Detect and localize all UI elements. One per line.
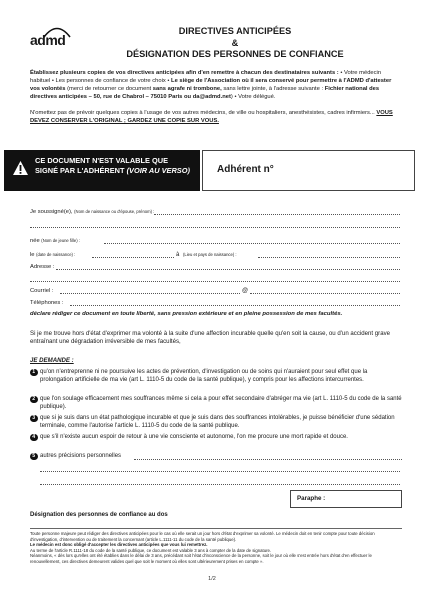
soussigne-row bbox=[30, 207, 400, 216]
request-text: autres précisions personnelles bbox=[40, 453, 122, 459]
personal-notes-field-2[interactable] bbox=[40, 471, 400, 472]
title-amp: & bbox=[231, 37, 239, 48]
validity-warning-box bbox=[4, 150, 200, 191]
request-item-1 bbox=[30, 368, 402, 384]
personal-notes-field-3[interactable] bbox=[40, 484, 400, 485]
intro-c: (merci de retourner ce document bbox=[67, 86, 152, 92]
footer-text3: Au terme de l'article R.1111-18 du code de la santé publique, ce document est valable 3 ans à compter de la date de signature. bbox=[30, 547, 272, 553]
courriel-domain-field[interactable] bbox=[250, 293, 400, 294]
telephones-row bbox=[30, 298, 400, 307]
soussigne-field-2[interactable] bbox=[30, 227, 400, 228]
request-item-5 bbox=[30, 452, 402, 461]
request-text: que s'il n'existe aucun espoir de retour à une vie consciente et autonome, l'on me procure une mort rapide et douce. bbox=[40, 434, 348, 440]
request-text: que si je suis dans un état pathologique incurable et que je suis dans des souffrances intolérables, je puisse bénéficier d'une sédation terminale, comme l'autorise l'article L. 1110-5 du code de la santé publique. bbox=[40, 415, 395, 430]
soussigne-field[interactable] bbox=[154, 214, 400, 215]
nee-row bbox=[30, 236, 400, 245]
birth-row bbox=[30, 250, 400, 259]
personal-notes-row-3 bbox=[30, 477, 400, 486]
warning-triangle-icon bbox=[12, 160, 29, 176]
adresse-row-2 bbox=[30, 274, 400, 283]
le-label: le (date de naissance) : bbox=[30, 252, 76, 258]
condition-paragraph: Si je me trouve hors d'état d'exprimer ma volonté à la suite d'une affection incurable quelle qu'en soit la cause, ou d'un accident grave entraînant une dégradation irréversible de mes facultés, bbox=[30, 330, 391, 346]
warning-line1: CE DOCUMENT N'EST VALABLE QUE bbox=[35, 156, 169, 165]
paraphe-label: Paraphe : bbox=[297, 495, 326, 502]
personal-notes-field[interactable] bbox=[134, 459, 402, 460]
at-sign: @ bbox=[242, 288, 249, 294]
title-line2: DÉSIGNATION DES PERSONNES DE CONFIANCE bbox=[126, 49, 344, 59]
intro-d: sans agrafe ni trombone, bbox=[152, 86, 222, 92]
warning-line2: SIGNÉ PAR L'ADHÉRENT bbox=[35, 166, 125, 175]
footer-text1: Toute personne majeure peut rédiger des directives anticipées pour le cas où elle serait un jour hors d'état d'exprimer sa volonté. Le médecin doit en tenir compte pour toute décision d'investigation, d'intervention ou de traitement la concernant (article L.1111-11 du code de la santé publique). bbox=[30, 531, 375, 542]
a-label: à bbox=[176, 252, 180, 258]
intro-e: sans lettre jointe, à l'adresse suivante : bbox=[223, 86, 324, 92]
intro-a: • Votre médecin habituel • Les personnes de confiance de votre choix • bbox=[30, 70, 382, 84]
request-item-4 bbox=[30, 433, 402, 441]
admd-logo bbox=[30, 24, 70, 50]
number-badge: 5 bbox=[30, 453, 38, 461]
adresse-field[interactable] bbox=[56, 269, 400, 270]
legal-footer bbox=[30, 531, 402, 565]
je-demande-heading: JE DEMANDE : bbox=[30, 357, 74, 364]
a-hint: (Lieu et pays de naissance) : bbox=[183, 252, 237, 257]
number-badge: 3 bbox=[30, 415, 38, 423]
soussigne-row-2 bbox=[30, 220, 400, 229]
number-badge: 4 bbox=[30, 434, 38, 442]
designation-note: Désignation des personnes de confiance au dos bbox=[30, 512, 168, 518]
footer-text4: Néanmoins, « dès lors qu'elles ont été établies dans le délai de 3 ans, précédant soit l'état d'inconscience de la personne, soit le jour où elle s'est entrée hors d'état d'en effectuer le renouvellement, ces directives demeurent valides quel que soit le moment où elles sont ultérieurement prises en compte ». bbox=[30, 553, 372, 564]
adresse-label: Adresse : bbox=[30, 264, 55, 270]
paraphe-box[interactable] bbox=[290, 490, 402, 508]
courriel-row bbox=[30, 286, 400, 295]
number-badge: 2 bbox=[30, 396, 38, 404]
nee-label: née (Nom de jeune fille) : bbox=[30, 238, 80, 244]
page-number: 1/2 bbox=[208, 576, 216, 582]
declaration-line: déclare rédiger ce document en toute liberté, sans pression extérieure et en pleine possession de mes facultés. bbox=[30, 311, 343, 317]
adherent-number-field[interactable] bbox=[269, 157, 409, 185]
adresse-field-2[interactable] bbox=[30, 281, 400, 282]
intro-g: ) • Votre délégué. bbox=[230, 94, 276, 100]
courriel-label: Courriel : bbox=[30, 288, 54, 294]
logo-arc-icon bbox=[42, 24, 72, 38]
request-text: qu'on n'entreprenne ni ne poursuive les actes de prévention, d'investigation ou de soins qui n'auraient pour seul effet que la prolongation artificielle de ma vie (art L. 1110-5 du code de la santé publique), y compris pour les affections intercurrentes. bbox=[40, 369, 368, 384]
intro-bold: Établissez plusieurs copies de vos directives anticipées afin d'en remettre à chacun des destinataires suivants : bbox=[30, 70, 339, 76]
birth-place-field[interactable] bbox=[258, 257, 400, 258]
adherent-number-box bbox=[202, 150, 415, 191]
personal-notes-row-2 bbox=[30, 464, 400, 473]
number-badge: 1 bbox=[30, 369, 38, 377]
adherent-label: Adhérent n° bbox=[217, 164, 274, 175]
request-item-2 bbox=[30, 395, 402, 411]
intro-f: Fichier national des directives anticipées – 50, rue de Chabrol – 75010 Paris ou da@admd.net bbox=[30, 86, 380, 100]
footer-divider bbox=[30, 528, 402, 529]
title-line1: DIRECTIVES ANTICIPÉES bbox=[178, 26, 292, 36]
nee-field[interactable] bbox=[104, 243, 400, 244]
intro-paragraph bbox=[30, 69, 400, 101]
soussigne-label: Je soussigné(e), (Nom de naissance ou d'épouse, prénom) : bbox=[30, 209, 155, 215]
adresse-row bbox=[30, 262, 400, 271]
birth-date-field[interactable] bbox=[92, 257, 174, 258]
note-a: N'omettez pas de prévoir quelques copies à l'usage de vos autres médecins, de ville ou hospitaliers, anesthésistes, cadres infirmiers... bbox=[30, 110, 375, 116]
request-text: que l'on soulage efficacement mes souffrances même si cela a pour effet secondaire d'abréger ma vie (art L. 1110-5 du code de la santé publique). bbox=[40, 396, 402, 411]
telephones-field[interactable] bbox=[70, 305, 400, 306]
note-paragraph bbox=[30, 109, 400, 125]
warning-line2-sub: (VOIR AU VERSO) bbox=[126, 166, 190, 175]
request-item-3 bbox=[30, 414, 402, 430]
courriel-user-field[interactable] bbox=[60, 293, 240, 294]
note-b: VOUS DEVEZ CONSERVER L'ORIGINAL ; GARDEZ UNE COPIE SUR VOUS. bbox=[30, 110, 393, 124]
footer-text2: Le médecin est donc obligé d'accepter les directives anticipées que vous lui remettrez. bbox=[30, 542, 208, 548]
page-title bbox=[70, 26, 400, 61]
telephones-label: Téléphones : bbox=[30, 300, 64, 306]
intro-b: Le siège de l'Association où il sera conservé pour permettre à l'ADMD d'attester vos volontés bbox=[30, 78, 392, 92]
warning-text bbox=[35, 156, 190, 176]
logo-text: admd bbox=[30, 32, 66, 48]
